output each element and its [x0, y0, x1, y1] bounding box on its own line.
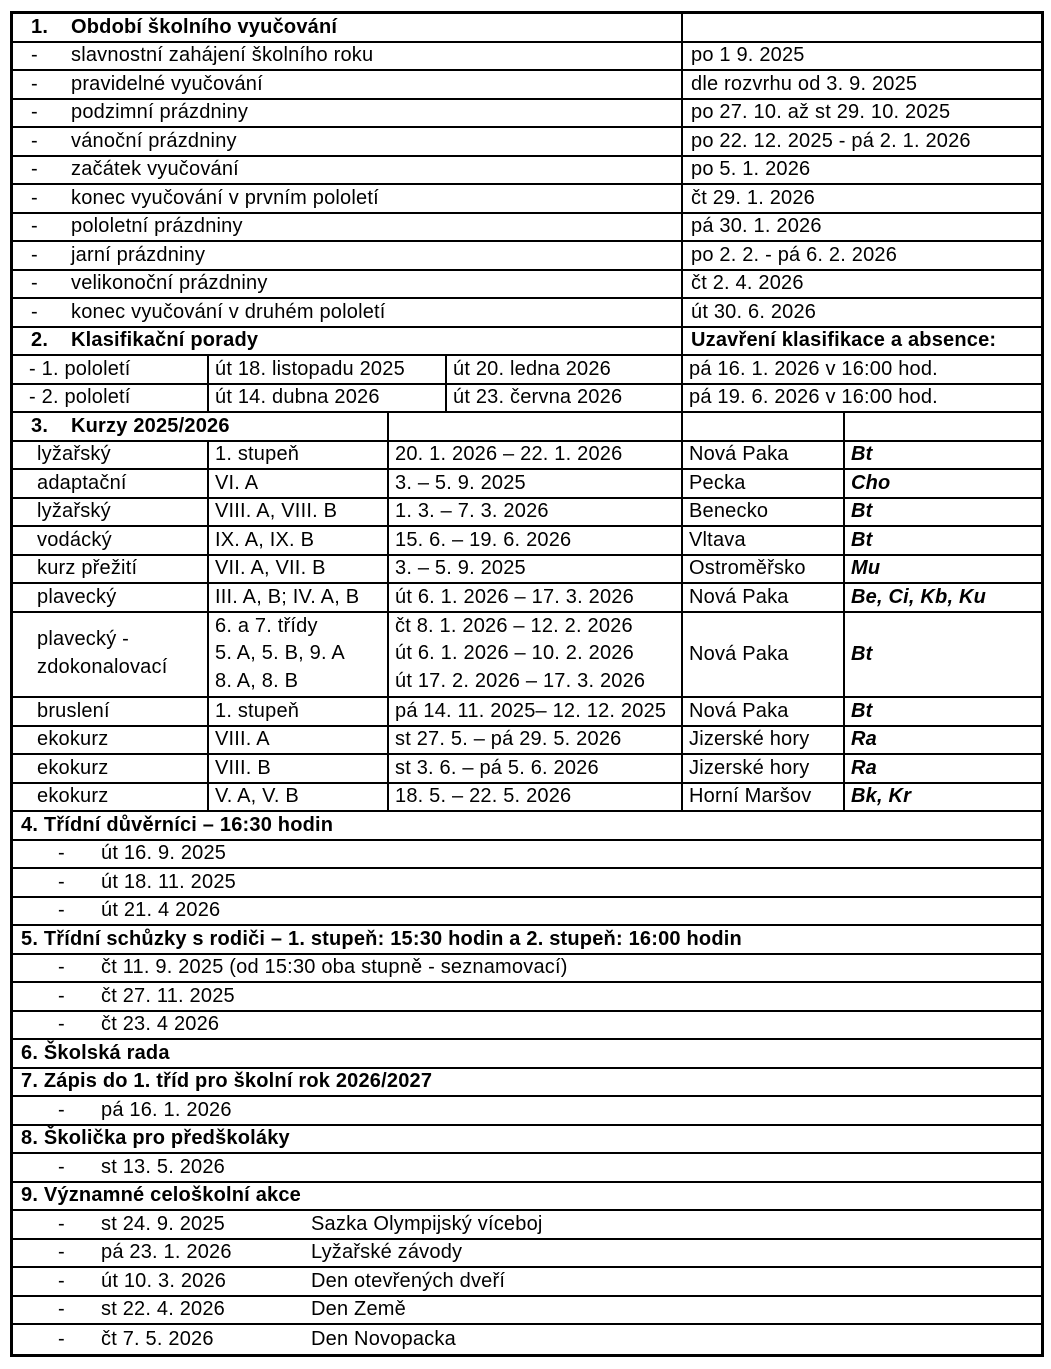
course-group: 1. stupeň: [215, 699, 300, 722]
course-place-cell: [681, 470, 843, 497]
table-row: [13, 442, 1041, 471]
table-row: [13, 841, 1041, 870]
item-label-cell: [13, 128, 681, 155]
course-place: Ostroměřsko: [689, 557, 806, 580]
final-meeting-date-text: út 23. června 2026: [453, 386, 623, 409]
course-place: Benecko: [689, 500, 769, 523]
course-teachers: Ra: [851, 756, 877, 779]
course-name: lyžařský: [37, 443, 111, 466]
event-name: Den Země: [311, 1298, 406, 1321]
course-teachers-cell: [843, 613, 1041, 697]
table-row: [13, 271, 1041, 300]
item-cell: [13, 955, 1041, 982]
section-header-right-cell: [681, 328, 1041, 355]
section-number: 3.: [31, 414, 49, 437]
course-name-cell: [13, 470, 207, 497]
course-name-cell: [13, 442, 207, 469]
dash-bullet: -: [58, 1327, 65, 1350]
course-dates: 3. – 5. 9. 2025: [395, 471, 526, 494]
item-label-cell: [13, 71, 681, 98]
event-item-cell: [13, 1211, 1041, 1238]
item-label-cell: [13, 185, 681, 212]
course-name-cell: [13, 499, 207, 526]
course-name-cell: [13, 755, 207, 782]
course-place-cell: [681, 499, 843, 526]
table-row: [13, 43, 1041, 72]
item-cell: [13, 1097, 1041, 1124]
item-label: vánoční prázdniny: [71, 129, 237, 152]
dash-bullet: -: [31, 215, 38, 238]
course-place-cell: [681, 698, 843, 725]
course-group-cell: [207, 698, 387, 725]
dash-bullet: -: [58, 984, 65, 1007]
dash-bullet: -: [58, 1212, 65, 1235]
item-value-cell: [681, 157, 1041, 184]
course-name-cell: [13, 613, 207, 697]
course-dates: 3. – 5. 9. 2025: [395, 557, 526, 580]
section-header-cell: [13, 413, 387, 440]
course-place-cell: [681, 584, 843, 611]
course-teachers-cell: [843, 584, 1041, 611]
dash-bullet: -: [58, 1241, 65, 1264]
item-value-cell: [681, 214, 1041, 241]
term-cell: [13, 356, 207, 383]
dash-bullet: -: [58, 1098, 65, 1121]
dash-bullet: -: [31, 243, 38, 266]
event-date: st 22. 4. 2026: [101, 1298, 226, 1321]
table-row: [13, 698, 1041, 727]
section-header-cell: [13, 1040, 1041, 1067]
course-teachers-cell: [843, 784, 1041, 811]
table-row: [13, 869, 1041, 898]
course-group-line: 6. a 7. třídy: [215, 614, 318, 637]
course-dates: 1. 3. – 7. 3. 2026: [395, 500, 549, 523]
item-label-cell: [13, 271, 681, 298]
section-header-cell: [13, 14, 681, 41]
course-group: V. A, V. B: [215, 785, 299, 808]
table-row: [13, 157, 1041, 186]
closing-deadline-text: pá 16. 1. 2026 v 16:00 hod.: [689, 357, 938, 380]
item-label-cell: [13, 43, 681, 70]
section-header-row: [13, 1126, 1041, 1155]
course-group-line: 5. A, 5. B, 9. A: [215, 642, 345, 665]
dash-bullet: -: [31, 300, 38, 323]
section-header-right-cell: [681, 14, 1041, 41]
item-value: po 5. 1. 2026: [691, 158, 811, 181]
course-group-cell: [207, 613, 387, 697]
grade-meeting-date-text: út 18. listopadu 2025: [215, 357, 405, 380]
section-header-row: [13, 328, 1041, 357]
dash-bullet: -: [31, 72, 38, 95]
dash-bullet: -: [58, 1269, 65, 1292]
table-row: [13, 584, 1041, 613]
dash-bullet: -: [31, 186, 38, 209]
course-teachers: Bt: [851, 500, 873, 523]
course-dates: pá 14. 11. 2025– 12. 12. 2025: [395, 699, 667, 722]
course-teachers-cell: [843, 470, 1041, 497]
item-value: po 27. 10. až st 29. 10. 2025: [691, 101, 951, 124]
section-title: Kurzy 2025/2026: [71, 414, 230, 437]
item-label-cell: [13, 242, 681, 269]
section-title: 6. Školská rada: [21, 1041, 170, 1064]
item-label: podzimní prázdniny: [71, 101, 249, 124]
course-group: III. A, B; IV. A, B: [215, 585, 360, 608]
item-label: slavnostní zahájení školního roku: [71, 44, 374, 67]
item-cell: [13, 1012, 1041, 1039]
course-teachers-cell: [843, 755, 1041, 782]
course-dates-cell: [387, 470, 681, 497]
section-header-cell: [13, 328, 681, 355]
table-row: [13, 1268, 1041, 1297]
section-header-row: [13, 1183, 1041, 1212]
section-title: Klasifikační porady: [71, 329, 259, 352]
item-cell: [13, 983, 1041, 1010]
course-place-cell: [681, 556, 843, 583]
course-name-cell: [13, 556, 207, 583]
school-year-schedule-table: [10, 11, 1044, 1357]
dash-bullet: -: [31, 101, 38, 124]
section-title: 7. Zápis do 1. tříd pro školní rok 2026/2027: [21, 1070, 433, 1093]
item-label: pololetní prázdniny: [71, 215, 243, 238]
course-group-cell: [207, 727, 387, 754]
table-row: [13, 527, 1041, 556]
table-row: [13, 185, 1041, 214]
item-label: pravidelné vyučování: [71, 72, 263, 95]
item-text: pá 16. 1. 2026: [101, 1098, 232, 1121]
item-label-cell: [13, 157, 681, 184]
table-row: [13, 613, 1041, 699]
item-value: čt 2. 4. 2026: [691, 272, 804, 295]
course-name: plavecký: [37, 585, 117, 608]
event-item-cell: [13, 1297, 1041, 1324]
final-meeting-date: [445, 385, 681, 412]
course-group-line: 8. A, 8. B: [215, 670, 299, 693]
item-value: dle rozvrhu od 3. 9. 2025: [691, 72, 918, 95]
section-header-cell: [13, 926, 1041, 953]
item-label: jarní prázdniny: [71, 243, 206, 266]
table-row: [13, 955, 1041, 984]
course-teachers-cell: [843, 556, 1041, 583]
table-row: [13, 385, 1041, 414]
event-name: Sazka Olympijský víceboj: [311, 1212, 543, 1235]
grade-meeting-date-text: út 14. dubna 2026: [215, 386, 380, 409]
course-group-cell: [207, 470, 387, 497]
table-row: [13, 898, 1041, 927]
section-header-row: [13, 413, 1041, 442]
section-header-cell: [13, 1183, 1041, 1210]
table-row: [13, 356, 1041, 385]
item-text: čt 11. 9. 2025 (od 15:30 oba stupně - seznamovací): [101, 956, 568, 979]
dash-bullet: -: [58, 842, 65, 865]
course-dates-cell: [387, 442, 681, 469]
item-value: pá 30. 1. 2026: [691, 215, 822, 238]
course-name: lyžařský: [37, 500, 111, 523]
table-row: [13, 242, 1041, 271]
event-item-cell: [13, 1268, 1041, 1295]
course-group: VIII. A: [215, 728, 270, 751]
item-value-cell: [681, 185, 1041, 212]
closing-deadline: [681, 385, 1041, 412]
empty-cell: [681, 413, 843, 440]
course-teachers: Bt: [851, 699, 873, 722]
dash-bullet: -: [58, 1013, 65, 1036]
item-label: konec vyučování v prvním pololetí: [71, 186, 379, 209]
course-name: bruslení: [37, 699, 110, 722]
dash-bullet: -: [58, 1298, 65, 1321]
item-cell: [13, 869, 1041, 896]
grade-meeting-date: [207, 385, 445, 412]
item-label-cell: [13, 299, 681, 326]
item-value: út 30. 6. 2026: [691, 300, 817, 323]
table-row: [13, 71, 1041, 100]
course-name-line: plavecký -: [37, 628, 130, 651]
item-label: začátek vyučování: [71, 158, 239, 181]
event-date: pá 23. 1. 2026: [101, 1241, 232, 1264]
event-date: čt 7. 5. 2026: [101, 1327, 214, 1350]
course-teachers: Be, Ci, Kb, Ku: [851, 585, 987, 608]
table-row: [13, 1325, 1041, 1354]
course-place: Vltava: [689, 528, 746, 551]
item-value: po 2. 2. - pá 6. 2. 2026: [691, 243, 898, 266]
course-teachers: Bk, Kr: [851, 785, 912, 808]
course-teachers: Bt: [851, 642, 873, 665]
table-row: [13, 1240, 1041, 1269]
section-header-row: [13, 1069, 1041, 1098]
course-place-cell: [681, 755, 843, 782]
item-value: čt 29. 1. 2026: [691, 186, 816, 209]
course-group: VI. A: [215, 471, 259, 494]
event-item-cell: [13, 1240, 1041, 1267]
section-title: 4. Třídní důvěrníci – 16:30 hodin: [21, 813, 334, 836]
section-number: 1.: [31, 15, 49, 38]
course-teachers: Ra: [851, 728, 877, 751]
item-cell: [13, 1154, 1041, 1181]
course-place-cell: [681, 784, 843, 811]
course-name-cell: [13, 784, 207, 811]
course-group-cell: [207, 499, 387, 526]
course-group: 1. stupeň: [215, 443, 300, 466]
course-name-line: zdokonalovací: [37, 656, 168, 679]
closing-deadline: [681, 356, 1041, 383]
section-title: Období školního vyučování: [71, 15, 338, 38]
course-dates-cell: [387, 613, 681, 697]
term-cell: [13, 385, 207, 412]
course-place: Nová Paka: [689, 585, 789, 608]
dash-bullet: -: [58, 1155, 65, 1178]
course-name-cell: [13, 698, 207, 725]
event-item-cell: [13, 1325, 1041, 1354]
course-dates-line: út 6. 1. 2026 – 10. 2. 2026: [395, 642, 634, 665]
item-text: čt 27. 11. 2025: [101, 984, 235, 1007]
course-name: adaptační: [37, 471, 127, 494]
course-dates-line: út 17. 2. 2026 – 17. 3. 2026: [395, 670, 646, 693]
term-cell-text: - 2. pololetí: [29, 386, 131, 409]
course-group-cell: [207, 527, 387, 554]
table-row: [13, 499, 1041, 528]
event-date: st 24. 9. 2025: [101, 1212, 226, 1235]
section-header-cell: [13, 1126, 1041, 1153]
header-right-label: Uzavření klasifikace a absence:: [691, 329, 997, 352]
table-row: [13, 1297, 1041, 1326]
item-value-cell: [681, 271, 1041, 298]
course-group: VIII. B: [215, 756, 271, 779]
course-teachers-cell: [843, 442, 1041, 469]
item-value-cell: [681, 128, 1041, 155]
course-dates: 20. 1. 2026 – 22. 1. 2026: [395, 443, 623, 466]
item-label-cell: [13, 214, 681, 241]
course-place-cell: [681, 727, 843, 754]
section-header-cell: [13, 1069, 1041, 1096]
course-place: Nová Paka: [689, 699, 789, 722]
course-group: VII. A, VII. B: [215, 557, 326, 580]
dash-bullet: -: [58, 870, 65, 893]
course-teachers: Bt: [851, 443, 873, 466]
table-row: [13, 556, 1041, 585]
course-group: IX. A, IX. B: [215, 528, 315, 551]
dash-bullet: -: [58, 956, 65, 979]
table-row: [13, 1211, 1041, 1240]
item-value: po 1 9. 2025: [691, 44, 805, 67]
course-place-cell: [681, 442, 843, 469]
course-place: Jizerské hory: [689, 756, 810, 779]
course-name-cell: [13, 584, 207, 611]
item-value: po 22. 12. 2025 - pá 2. 1. 2026: [691, 129, 971, 152]
dash-bullet: -: [31, 129, 38, 152]
course-place: Nová Paka: [689, 443, 789, 466]
course-group-cell: [207, 755, 387, 782]
course-dates-cell: [387, 499, 681, 526]
course-group: VIII. A, VIII. B: [215, 500, 338, 523]
course-place: Nová Paka: [689, 642, 789, 665]
course-place-cell: [681, 613, 843, 697]
course-dates-cell: [387, 755, 681, 782]
event-name: Den Novopacka: [311, 1327, 456, 1350]
table-row: [13, 128, 1041, 157]
section-title: 9. Významné celoškolní akce: [21, 1184, 301, 1207]
course-name: ekokurz: [37, 728, 109, 751]
course-group-cell: [207, 442, 387, 469]
course-dates-cell: [387, 727, 681, 754]
empty-cell: [387, 413, 681, 440]
course-place: Pecka: [689, 471, 746, 494]
empty-cell: [843, 413, 1041, 440]
course-teachers-cell: [843, 698, 1041, 725]
dash-bullet: -: [31, 44, 38, 67]
table-row: [13, 214, 1041, 243]
course-name-cell: [13, 727, 207, 754]
course-teachers-cell: [843, 527, 1041, 554]
item-label: velikonoční prázdniny: [71, 272, 268, 295]
section-header-row: [13, 14, 1041, 43]
item-cell: [13, 841, 1041, 868]
dash-bullet: -: [31, 158, 38, 181]
course-group-cell: [207, 784, 387, 811]
dash-bullet: -: [58, 899, 65, 922]
section-header-cell: [13, 812, 1041, 839]
section-title: 8. Školička pro předškoláky: [21, 1127, 290, 1150]
item-value-cell: [681, 43, 1041, 70]
course-teachers: Bt: [851, 528, 873, 551]
section-header-row: [13, 812, 1041, 841]
course-place: Horní Maršov: [689, 785, 812, 808]
course-name: vodácký: [37, 528, 112, 551]
grade-meeting-date: [207, 356, 445, 383]
course-place: Jizerské hory: [689, 728, 810, 751]
course-group-cell: [207, 556, 387, 583]
table-row: [13, 1154, 1041, 1183]
table-row: [13, 1012, 1041, 1041]
course-dates-cell: [387, 556, 681, 583]
term-cell-text: - 1. pololetí: [29, 357, 131, 380]
course-dates-cell: [387, 527, 681, 554]
item-text: út 21. 4 2026: [101, 899, 221, 922]
table-row: [13, 100, 1041, 129]
course-dates: 15. 6. – 19. 6. 2026: [395, 528, 572, 551]
event-name: Lyžařské závody: [311, 1241, 463, 1264]
event-date: út 10. 3. 2026: [101, 1269, 227, 1292]
item-text: út 18. 11. 2025: [101, 870, 236, 893]
item-cell: [13, 898, 1041, 925]
table-row: [13, 755, 1041, 784]
final-meeting-date: [445, 356, 681, 383]
table-row: [13, 983, 1041, 1012]
course-group-cell: [207, 584, 387, 611]
course-teachers-cell: [843, 499, 1041, 526]
item-text: st 13. 5. 2026: [101, 1155, 226, 1178]
course-teachers: Mu: [851, 557, 881, 580]
course-name: ekokurz: [37, 756, 109, 779]
course-place-cell: [681, 527, 843, 554]
event-name: Den otevřených dveří: [311, 1269, 506, 1292]
table-row: [13, 299, 1041, 328]
section-number: 2.: [31, 329, 49, 352]
course-teachers-cell: [843, 727, 1041, 754]
item-text: čt 23. 4 2026: [101, 1013, 220, 1036]
item-value-cell: [681, 71, 1041, 98]
final-meeting-date-text: út 20. ledna 2026: [453, 357, 611, 380]
table-row: [13, 1097, 1041, 1126]
course-dates-line: čt 8. 1. 2026 – 12. 2. 2026: [395, 614, 633, 637]
item-value-cell: [681, 299, 1041, 326]
course-dates: 18. 5. – 22. 5. 2026: [395, 785, 572, 808]
item-text: út 16. 9. 2025: [101, 842, 227, 865]
item-value-cell: [681, 242, 1041, 269]
item-label-cell: [13, 100, 681, 127]
course-dates: st 27. 5. – pá 29. 5. 2026: [395, 728, 622, 751]
section-title: 5. Třídní schůzky s rodiči – 1. stupeň: 15:30 hodin a 2. stupeň: 16:00 hodin: [21, 927, 742, 950]
table-row: [13, 470, 1041, 499]
course-dates-cell: [387, 698, 681, 725]
course-teachers: Cho: [851, 471, 891, 494]
course-dates: st 3. 6. – pá 5. 6. 2026: [395, 756, 599, 779]
course-name-cell: [13, 527, 207, 554]
table-row: [13, 784, 1041, 813]
section-header-row: [13, 1040, 1041, 1069]
dash-bullet: -: [31, 272, 38, 295]
course-dates-cell: [387, 784, 681, 811]
item-value-cell: [681, 100, 1041, 127]
course-name: kurz přežití: [37, 557, 138, 580]
course-dates-cell: [387, 584, 681, 611]
closing-deadline-text: pá 19. 6. 2026 v 16:00 hod.: [689, 386, 938, 409]
item-label: konec vyučování v druhém pololetí: [71, 300, 386, 323]
course-dates: út 6. 1. 2026 – 17. 3. 2026: [395, 585, 634, 608]
course-name: ekokurz: [37, 785, 109, 808]
table-row: [13, 727, 1041, 756]
section-header-row: [13, 926, 1041, 955]
